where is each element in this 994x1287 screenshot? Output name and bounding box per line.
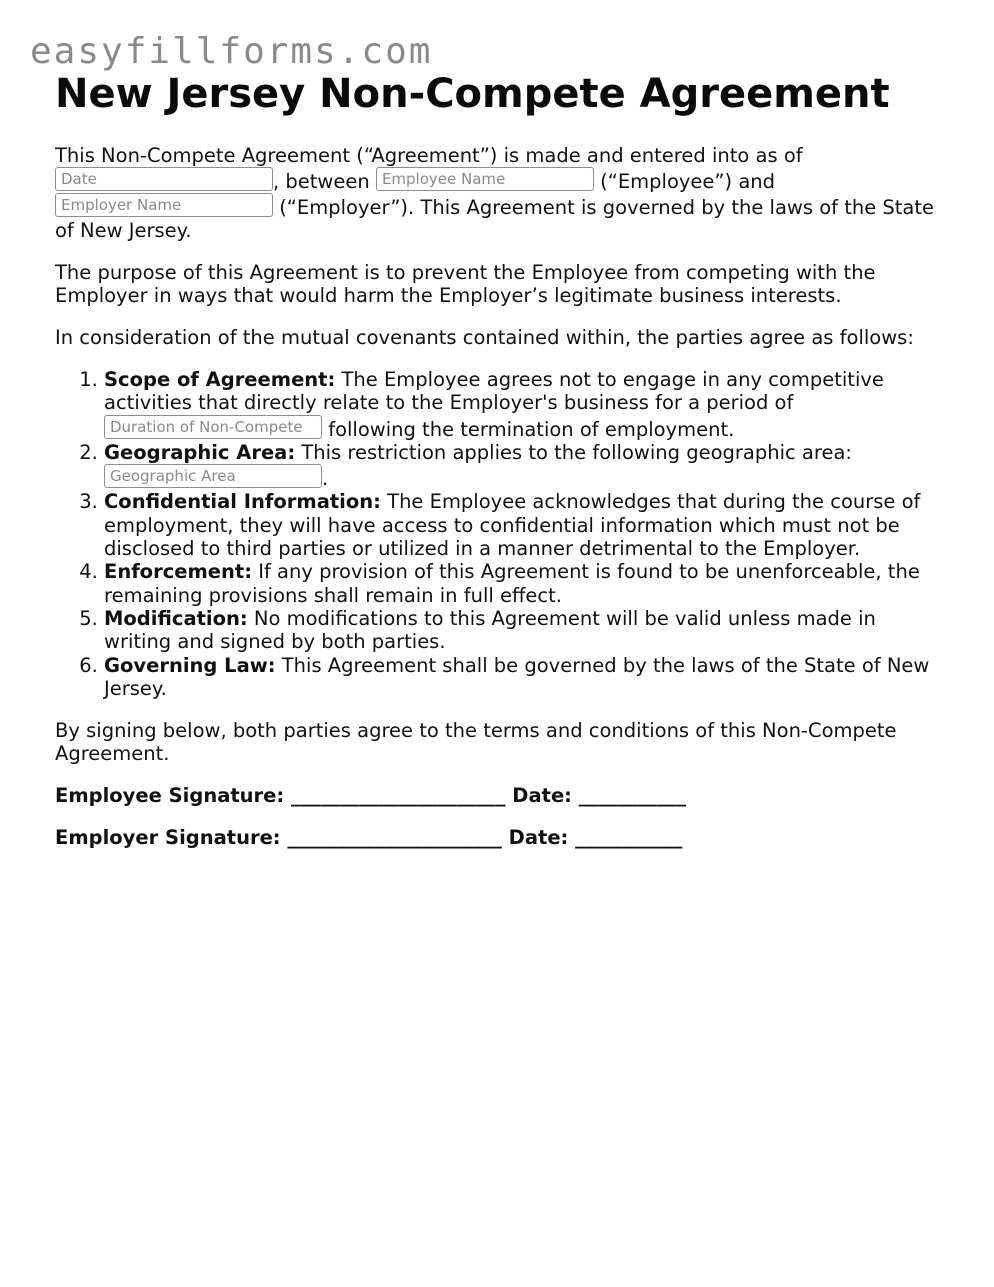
page-title: New Jersey Non-Compete Agreement bbox=[55, 71, 890, 117]
term-heading: Geographic Area: bbox=[104, 440, 296, 464]
term-heading: Scope of Agreement: bbox=[104, 368, 336, 391]
document-page bbox=[55, 70, 945, 849]
term-text: If any provision of this Agreement is found to be unenforceable, the remaining provisions shall remain in full effect. bbox=[104, 560, 920, 607]
term-geographic bbox=[104, 441, 945, 491]
term-modification bbox=[104, 607, 945, 654]
consideration-paragraph: In consideration of the mutual covenants contained within, the parties agree as follows: bbox=[55, 326, 914, 349]
geographic-area-field[interactable]: Geographic Area bbox=[104, 464, 322, 488]
term-heading: Enforcement: bbox=[104, 560, 253, 584]
terms-list bbox=[55, 368, 945, 700]
term-heading: Confidential Information: bbox=[104, 490, 381, 514]
employee-signature-line: Employee Signature: ______________________ Date: ___________ bbox=[55, 784, 687, 808]
governed-text: (“Employer”). This Agreement is governed by the laws of the State of New Jersey. bbox=[55, 196, 935, 242]
term-text: The Employee acknowledges that during the course of employment, they will have access to confidential information which must not be disclosed to third parties or utilized in a manner detrimental to the Employer. bbox=[104, 490, 921, 561]
employee-and-text: (“Employee”) and bbox=[600, 170, 776, 193]
employee-name-field[interactable]: Employee Name bbox=[376, 167, 594, 191]
term-text-after: . bbox=[322, 467, 329, 491]
term-text: This Agreement shall be governed by the laws of the State of New Jersey. bbox=[104, 653, 930, 700]
term-text: No modifications to this Agreement will be valid unless made in writing and signed by both parties. bbox=[104, 606, 876, 654]
term-text-after: following the termination of employment. bbox=[322, 417, 735, 441]
term-enforcement bbox=[104, 560, 945, 607]
watermark: easyfillforms.com bbox=[30, 31, 433, 72]
between-text: , between bbox=[273, 170, 370, 193]
term-confidential bbox=[104, 490, 945, 560]
employer-name-field[interactable]: Employer Name bbox=[55, 193, 273, 217]
term-heading: Modification: bbox=[104, 606, 248, 630]
term-governing-law bbox=[104, 654, 945, 701]
purpose-paragraph: The purpose of this Agreement is to prevent the Employee from competing with the Employer in ways that would harm the Employer’s legitimate business interests. bbox=[55, 261, 876, 307]
term-heading: Governing Law: bbox=[104, 653, 276, 677]
duration-field[interactable]: Duration of Non-Compete bbox=[104, 415, 322, 439]
intro-text: This Non-Compete Agreement (“Agreement”) is made and entered into as of bbox=[55, 144, 803, 167]
term-text: The Employee agrees not to engage in any competitive activities that directly relate to the Employer's business for a period of bbox=[104, 368, 884, 415]
term-text: This restriction applies to the following geographic area: bbox=[295, 440, 852, 464]
closing-paragraph: By signing below, both parties agree to the terms and conditions of this Non-Compete Agreement. bbox=[55, 719, 897, 766]
date-field[interactable]: Date bbox=[55, 167, 273, 191]
term-scope bbox=[104, 368, 945, 441]
intro-paragraph bbox=[55, 144, 945, 242]
employer-signature-line: Employer Signature: ______________________ Date: ___________ bbox=[55, 826, 683, 850]
